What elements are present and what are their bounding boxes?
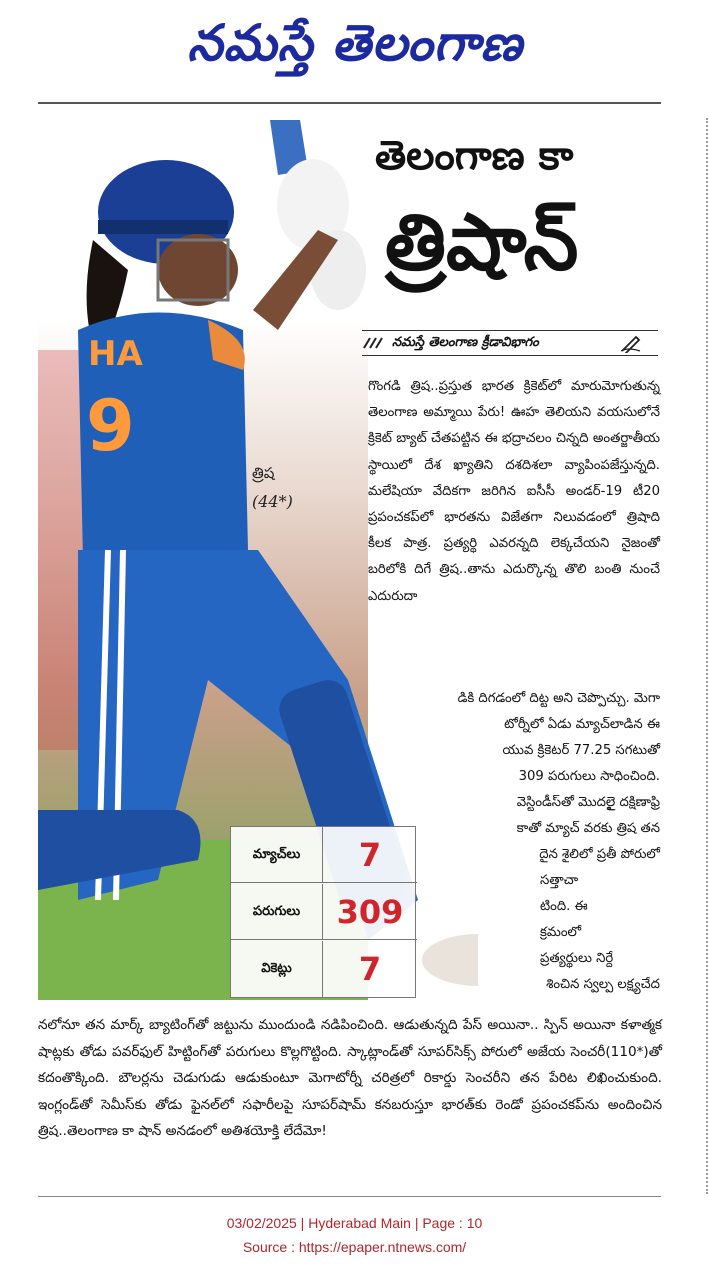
byline: నమస్తే తెలంగాణ క్రీడావిభాగం (392, 335, 539, 350)
article-line: డికి దిగడంలో దిట్ట అని చెప్పొచ్చు. మెగా (457, 691, 660, 706)
article-line: శించిన స్వల్ప లక్ష్యచేద (546, 977, 660, 992)
pen-icon (620, 333, 642, 353)
stat-row-wickets (231, 941, 417, 997)
stat-value: 7 (358, 950, 382, 988)
stat-label: మ్యాచ్‌లు (231, 827, 323, 883)
footer-date-edition: 03/02/2025 | Hyderabad Main | Page : 10 (226, 1215, 483, 1231)
article-bottom: నలోనూ తన మార్క్ బ్యాటింగ్‌తో జట్టును ముందుండి నడిపించింది. ఆడుతున్నది పేస్ అయినా.. స్పిన్ అయినా కళాత్మక షాట్లకు తోడు పవర్‌ఫుల్ హిట్టింగ్‌తో పరుగులు కొల్లగొట్టింది. స్కాట్లాండ్‌తో సూపర్‌సిక్స్ పోరులో అజేయ సెంచరీ(110*)తో కదంతొక్కింది. బౌలర్లను చెడుగుడు ఆడుకుంటూ మెగాటోర్నీ చరిత్రలో రికార్డు సెంచరీని తన పేరిట లిఖించుకుంది. ఇంగ్లండ్‌తో సెమీస్‌కు తోడు ఫైనల్‌లో సఫారీలపై సూపర్‌షామ్ కనబరుస్తూ భారత్‌కు రెండో ప్రపంచకప్‌ను అందించిన త్రిష..తెలంగాణ కా షాన్ అనడంలో అతిశయోక్తి లేదేమో! (38, 1017, 662, 1140)
stat-value: 7 (358, 836, 382, 874)
article-line: దైన శైలిలో ప్రతీ పోరులో (539, 847, 660, 862)
column-divider (706, 118, 708, 1194)
article-line: సత్తాచా (540, 873, 579, 888)
article-line: యువ క్రికెటర్ 77.25 సగటుతో (502, 743, 660, 758)
article-line: టోర్నీలో ఏడు మ్యాచ్‌లాడిన ఈ (504, 717, 660, 732)
svg-text:9: 9 (86, 385, 135, 467)
article-line: 309 పరుగులు సాధించింది. (518, 769, 660, 784)
stat-label: పరుగులు (231, 884, 323, 940)
stats-table (230, 826, 416, 998)
jersey-text: HA (88, 334, 143, 374)
article-column: గొంగడి త్రిష..ప్రస్తుత భారత క్రికెట్‌లో మారుమోగుతున్న తెలంగాణ అమ్మాయి పేరు! ఊహ తెలియని వయసులోనే క్రికెట్ బ్యాట్ చేతపట్టిన ఈ భద్రాచలం చిన్నది అంతర్జాతీయ స్థాయిలో దేశ ఖ్యాతిని దశదిశలా వ్యాపింపజేస్తున్నది. మలేషియా వేదికగా జరిగిన ఐసీసీ అండర్-19 టీ20 ప్రపంచకప్‌లో భారతను విజేతగా నిలువడంలో త్రిషాది కీలక పాత్ర. ప్రత్యర్థి ఎవరన్నది లెక్కచేయని నైజంతో బరిలోకి దిగే త్రిష..తాను ఎదుర్కొన్న తొలి బంతి నుంచే ఎదురుదా (368, 379, 660, 604)
stat-row-runs (231, 884, 417, 940)
footer-source: Source : https://epaper.ntnews.com/ (242, 1239, 467, 1255)
article-line: కాతో మ్యాచ్ వరకు త్రిష తన (516, 821, 660, 836)
article-line: టింది. ఈ (540, 899, 588, 914)
masthead (0, 0, 709, 100)
headline-line-1: తెలంగాణ కా (375, 133, 574, 179)
stripes-ornament (362, 336, 386, 350)
headline-line-2: త్రిషాన్ (385, 198, 579, 288)
article-line: వెస్టిండీస్‌తో మొదలైౖ దక్షిణాఫ్రి (516, 795, 660, 810)
article-line: క్రమంలో (540, 925, 582, 940)
masthead-title: నమస్తే తెలంగాణ (187, 14, 523, 72)
stat-label: వికెట్లు (231, 941, 323, 997)
photo-caption-score: (44*) (252, 492, 293, 511)
stat-row-matches (231, 827, 417, 883)
top-rule (38, 102, 661, 104)
bottom-rule (38, 1196, 661, 1197)
article-line: ప్రత్యర్థులు నిర్దే (540, 951, 614, 966)
stat-value: 309 (336, 893, 404, 931)
photo-caption-name: త్రిష (252, 464, 275, 482)
